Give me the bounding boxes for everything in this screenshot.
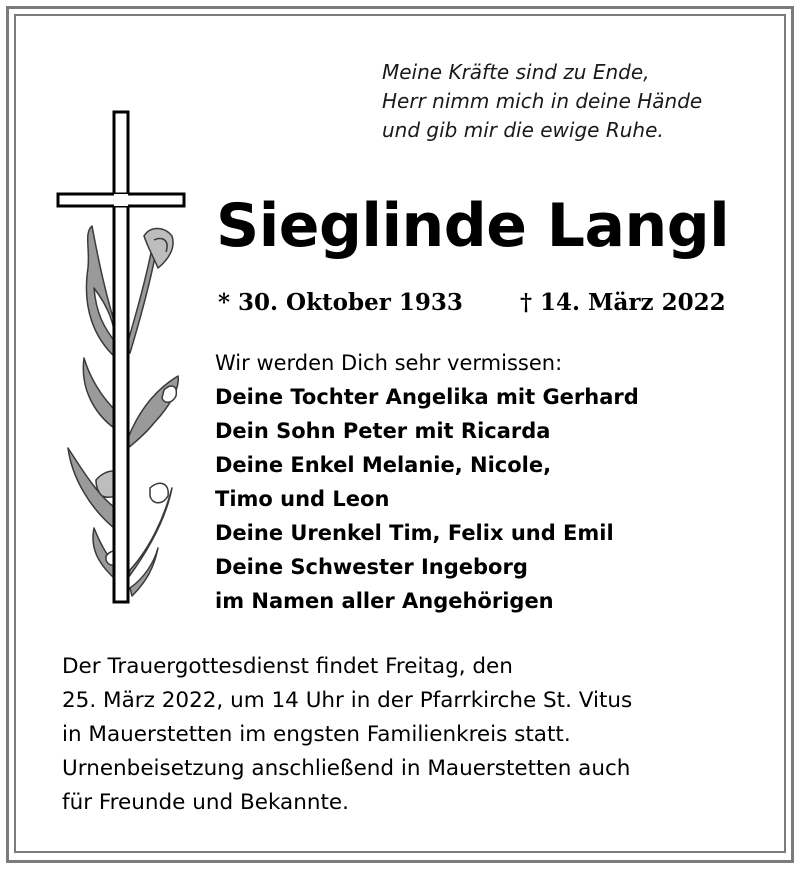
service-announcement — [62, 650, 782, 820]
service-line: für Freunde und Bekannte. — [62, 790, 349, 815]
mourners-intro: Wir werden Dich sehr vermissen: — [215, 351, 563, 375]
deceased-name: Sieglinde Langl — [216, 191, 730, 261]
service-line: in Mauerstetten im engsten Familienkreis statt. — [62, 722, 571, 747]
motto-line: Meine Kräfte sind zu Ende, — [382, 60, 650, 84]
mourner-line: im Namen aller Angehörigen — [215, 589, 554, 613]
service-line: Der Trauergottesdienst findet Freitag, den — [62, 654, 513, 679]
death-date: † 14. März 2022 — [520, 289, 726, 316]
mourner-line: Deine Schwester Ingeborg — [215, 555, 528, 579]
life-dates — [218, 286, 778, 320]
motto-line: Herr nimm mich in deine Hände — [382, 89, 703, 113]
mourner-line: Deine Tochter Angelika mit Gerhard — [215, 385, 639, 409]
mourner-line: Deine Enkel Melanie, Nicole, — [215, 453, 552, 477]
service-line: 25. März 2022, um 14 Uhr in der Pfarrkirche St. Vitus — [62, 688, 633, 713]
cross-with-lily-icon — [54, 108, 189, 608]
motto-verse — [382, 58, 762, 145]
birth-date: * 30. Oktober 1933 — [218, 289, 463, 316]
mourner-line: Dein Sohn Peter mit Ricarda — [215, 419, 551, 443]
mourners-list — [215, 346, 775, 618]
mourner-line: Deine Urenkel Tim, Felix und Emil — [215, 521, 614, 545]
mourner-line: Timo und Leon — [215, 487, 390, 511]
motto-line: und gib mir die ewige Ruhe. — [382, 118, 664, 142]
service-line: Urnenbeisetzung anschließend in Mauerstetten auch — [62, 756, 631, 781]
